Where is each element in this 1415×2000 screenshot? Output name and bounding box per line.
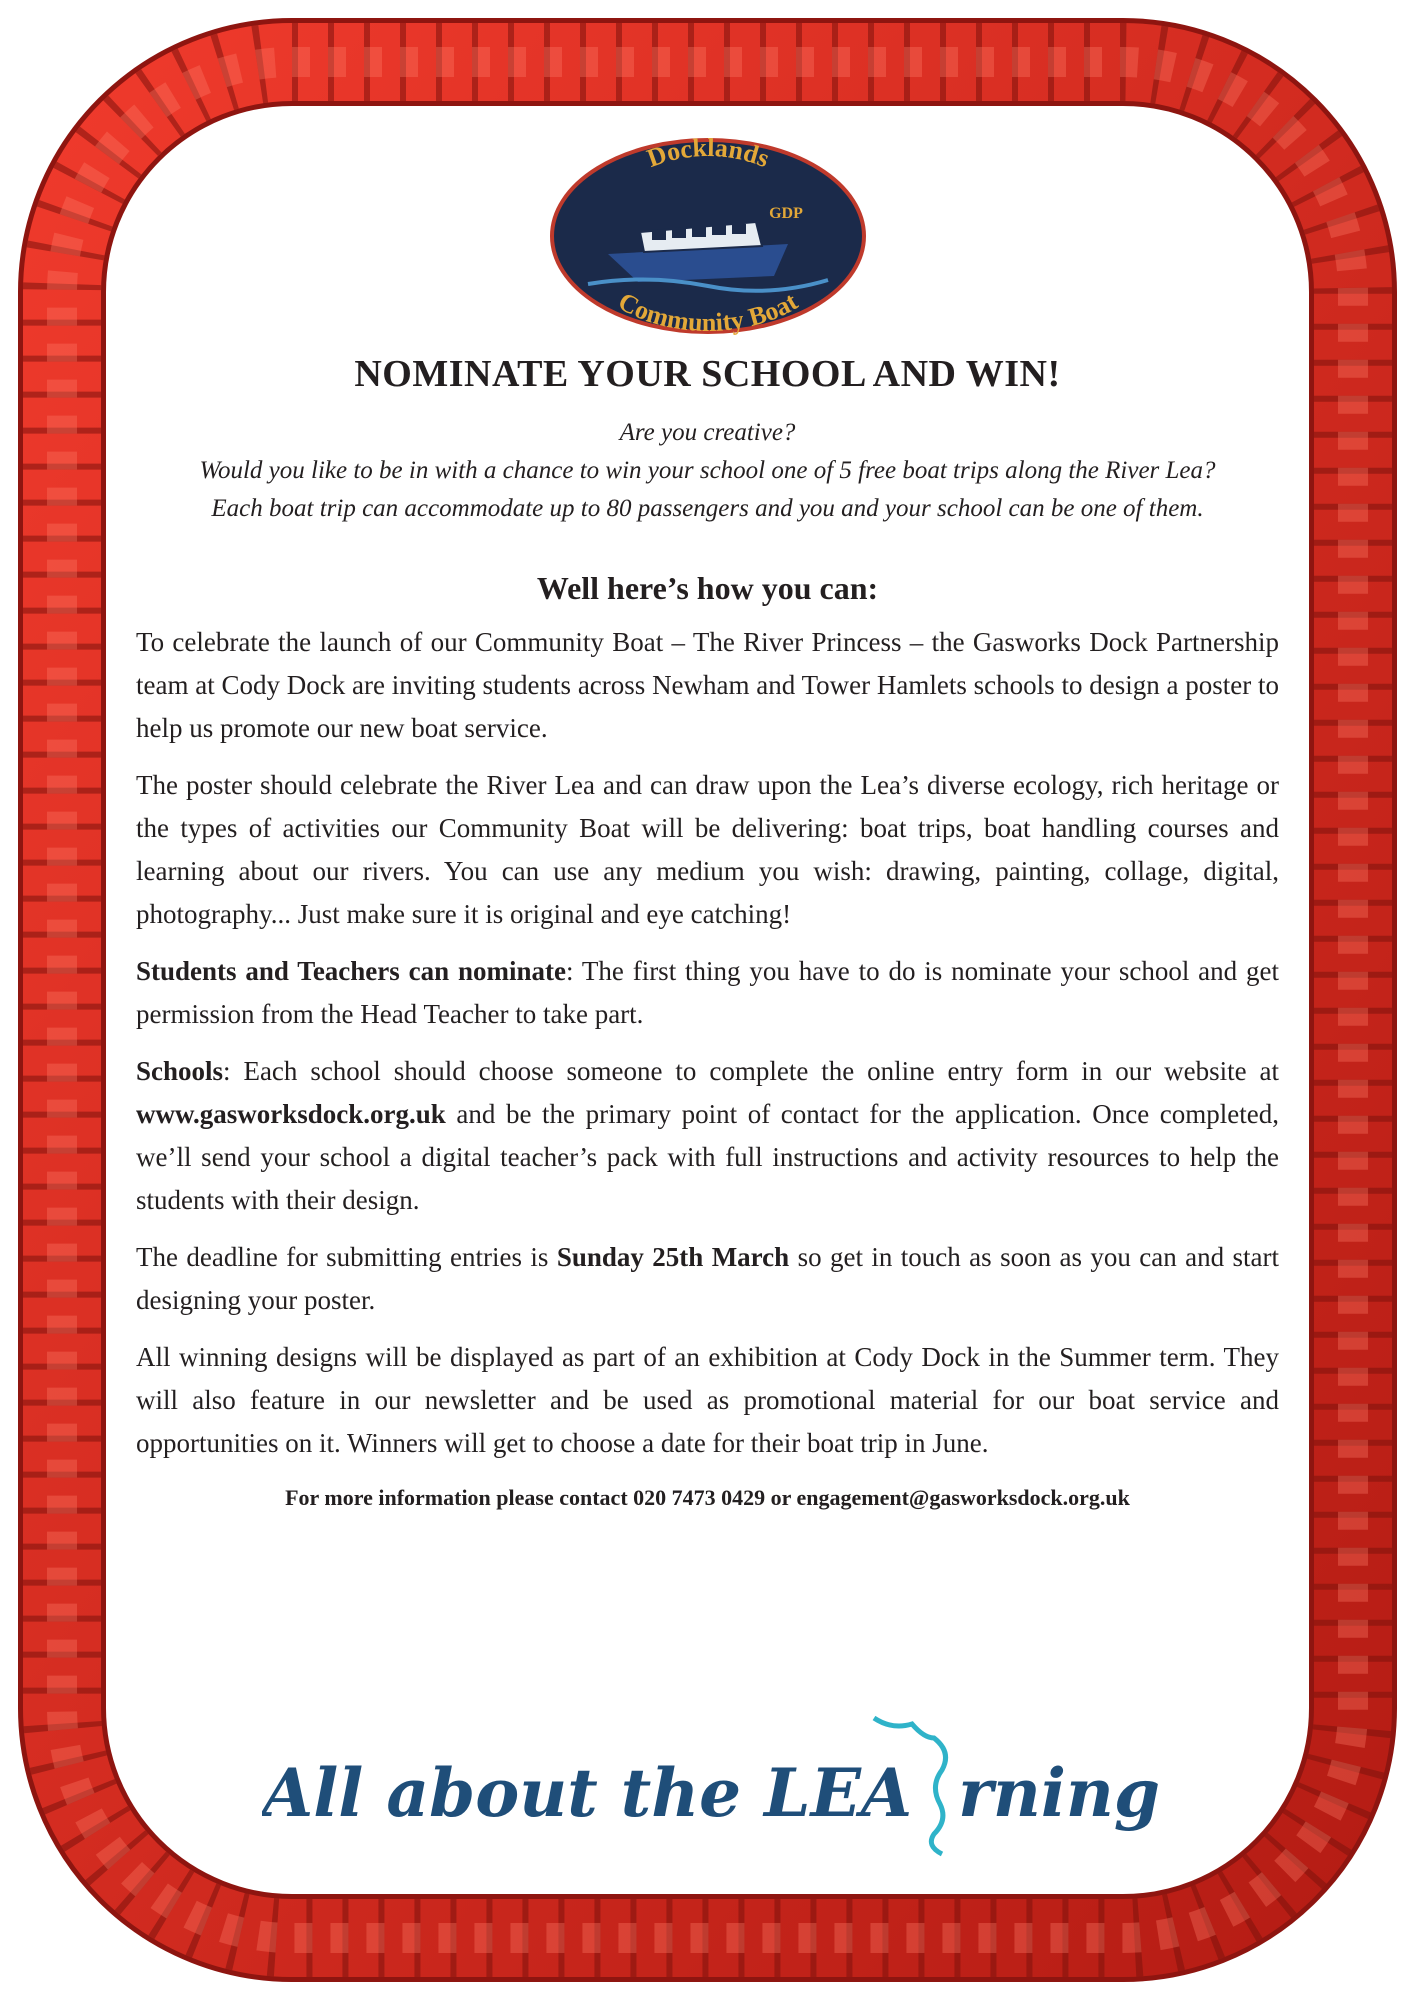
- paragraph-deadline: [136, 1236, 1279, 1322]
- slogan-part-2: LEA: [764, 1754, 913, 1832]
- deadline-text-a: The deadline for submitting entries is: [136, 1242, 557, 1272]
- paragraph-launch: To celebrate the launch of our Community Boat – The River Princess – the Gasworks Dock Partnership team at Cody Dock are inviting students across Newham and Tower Hamlets schools to design a poster to help us promote our new boat service.: [136, 627, 1279, 743]
- paragraph-poster-theme: The poster should celebrate the River Lea and can draw upon the Lea’s diverse ecology, rich heritage or the types of activities our Community Boat will be delivering: boat trips, boat handling courses and learning about our rivers. You can use any medium you wish: drawing, painting, collage, digital, photography... Just make sure it is original and eye catching!: [136, 770, 1279, 929]
- nominate-label: Students and Teachers can nominate: [136, 956, 566, 986]
- logo-badge: GDP: [769, 205, 803, 222]
- paragraph-nominate: [136, 950, 1279, 1036]
- deadline-date: Sunday 25th March: [556, 1242, 790, 1272]
- subheading: Well here’s how you can:: [536, 570, 879, 606]
- website-link[interactable]: www.gasworksdock.org.uk: [136, 1099, 446, 1129]
- slogan-part-1: All about the: [262, 1754, 765, 1832]
- paragraph-winners: All winning designs will be displayed as part of an exhibition at Cody Dock in the Summer term. They will also feature in our newsletter and be used as promotional material for our boat service and opportunities on it. Winners will get to choose a date for their boat trip in June.: [136, 1342, 1279, 1458]
- intro-line-2: Would you like to be in with a chance to win your school one of 5 free boat trips along the River Lea?: [199, 457, 1216, 484]
- intro-line-3: Each boat trip can accommodate up to 80 passengers and you and your school can be one of them.: [211, 495, 1204, 522]
- logo-top-text: Docklands: [643, 136, 774, 174]
- paragraph-schools: [136, 1050, 1279, 1222]
- deadline-text-b: so get in touch as soon as you can and start designing your poster.: [136, 1242, 1280, 1315]
- slogan-part-3: rning: [958, 1754, 1161, 1832]
- intro-block: [136, 414, 1279, 528]
- page-title: NOMINATE YOUR SCHOOL AND WIN!: [354, 353, 1061, 395]
- schools-label: Schools: [136, 1056, 224, 1086]
- logo-bottom-text: Community Boat: [613, 286, 803, 336]
- slogan-logo: [262, 1708, 1162, 1858]
- nominate-text: : The first thing you have to do is nominate your school and get permission from the Head Teacher to take part.: [136, 956, 1280, 1029]
- poster-content: [136, 352, 1279, 1533]
- intro-line-1: Are you creative?: [619, 419, 796, 446]
- contact-info: For more information please contact 020 7473 0429 or engagement@gasworksdock.org.uk: [285, 1485, 1130, 1510]
- svg-text:All about the LEArning: [262, 1754, 1160, 1832]
- schools-text-b: and be the primary point of contact for the application. Once completed, we’ll send your school a digital teacher’s pack with full instructions and activity resources to help the students with their design.: [136, 1099, 1279, 1215]
- docklands-community-boat-logo: [548, 136, 868, 336]
- schools-text-a: : Each school should choose someone to complete the online entry form in our website at: [223, 1056, 1279, 1086]
